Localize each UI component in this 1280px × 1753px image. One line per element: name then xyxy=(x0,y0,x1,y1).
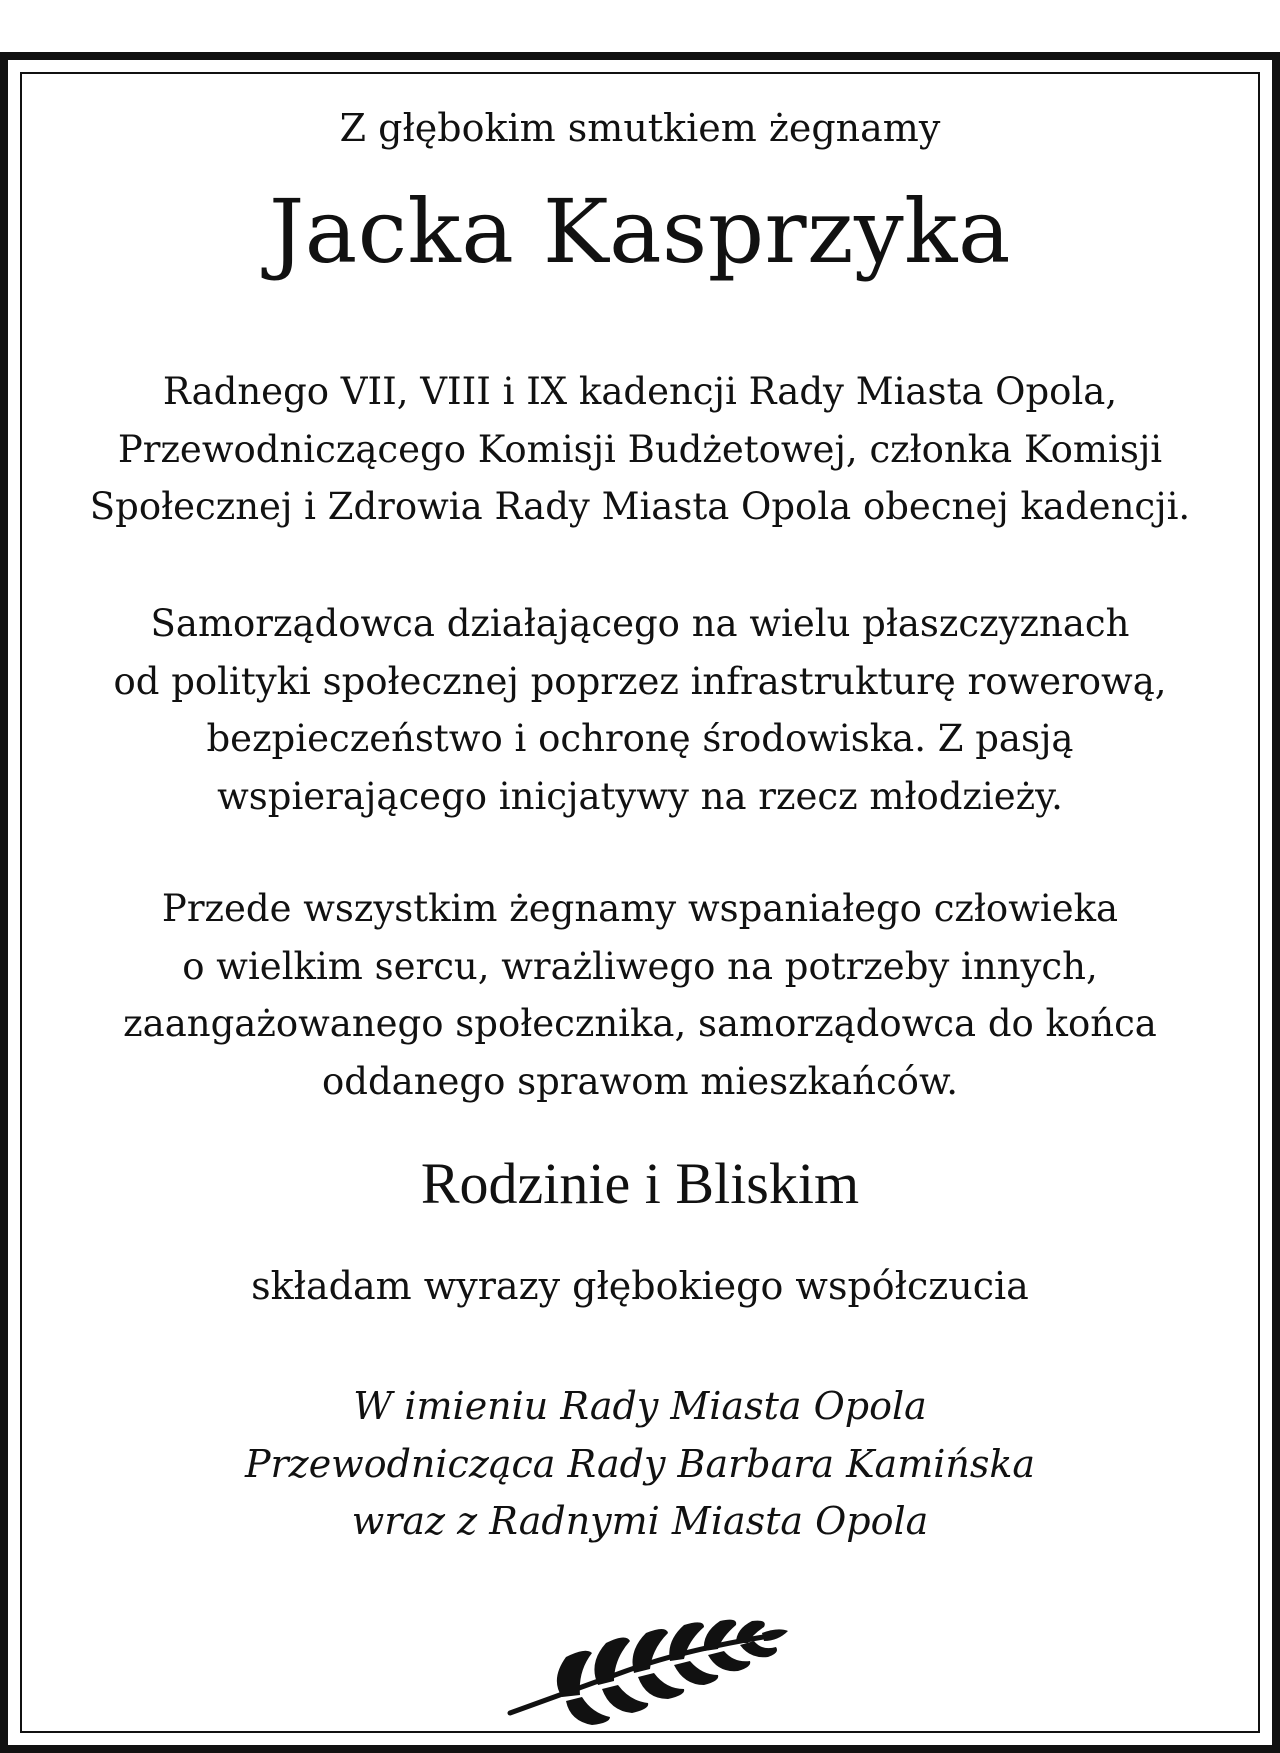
paragraph-line: Przewodniczącego Komisji Budżetowej, członka Komisji xyxy=(117,427,1163,471)
signature-line: Przewodnicząca Rady Barbara Kamińska xyxy=(244,1441,1036,1486)
paragraph-line: Społecznej i Zdrowia Rady Miasta Opola obecnej kadencji. xyxy=(89,485,1191,528)
palm-leaf-icon xyxy=(506,1613,790,1731)
paragraph-line: Samorządowca działającego na wielu płaszczyznach xyxy=(150,602,1130,645)
paragraph-line: o wielkim sercu, wrażliwego na potrzeby innych, xyxy=(182,944,1098,988)
paragraph-activities xyxy=(8,595,1272,825)
signature-line: W imieniu Rady Miasta Opola xyxy=(353,1384,927,1428)
paragraph-line: Przede wszystkim żegnamy wspaniałego człowieka xyxy=(161,887,1119,930)
obituary-notice-frame xyxy=(0,52,1280,1753)
family-heading: Rodzinie i Bliskim xyxy=(420,1151,860,1216)
signature-block xyxy=(8,1378,1272,1551)
intro-text: Z głębokim smutkiem żegnamy xyxy=(339,106,941,150)
paragraph-line: od polityki społecznej poprzez infrastrukturę rowerową, xyxy=(113,659,1167,703)
deceased-name: Jacka Kasprzyka xyxy=(269,180,1011,283)
paragraph-line: Radnego VII, VIII i IX kadencji Rady Miasta Opola, xyxy=(162,370,1118,413)
signature-line: wraz z Radnymi Miasta Opola xyxy=(351,1499,929,1543)
paragraph-line: bezpieczeństwo i ochronę środowiska. Z pasją xyxy=(206,717,1074,760)
paragraph-line: oddanego sprawom mieszkańców. xyxy=(321,1059,958,1103)
paragraph-line: wspierającego inicjatywy na rzecz młodzieży. xyxy=(217,774,1063,818)
paragraph-tribute xyxy=(8,880,1272,1110)
paragraph-roles xyxy=(8,363,1272,536)
condolences-text: składam wyrazy głębokiego współczucia xyxy=(251,1264,1029,1308)
paragraph-line: zaangażowanego społecznika, samorządowca do końca xyxy=(123,1002,1157,1045)
